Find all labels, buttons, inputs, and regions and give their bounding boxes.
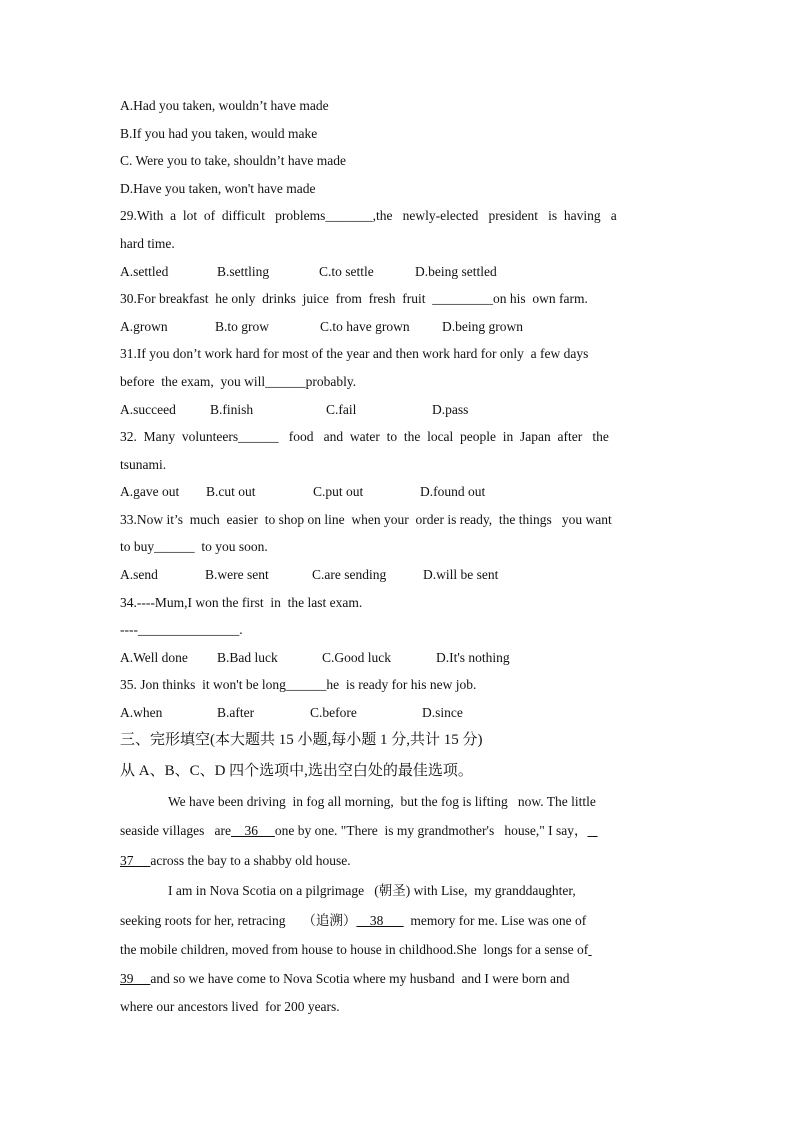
passage-text: and so we have come to Nova Scotia where my husband and I were born and	[150, 971, 570, 986]
q29-option-a: A.settled	[120, 264, 169, 279]
q35-option-d: D.since	[422, 705, 463, 720]
q35-option-a: A.when	[120, 705, 163, 720]
q33-option-b: B.were sent	[205, 567, 269, 582]
q30-option-d: D.being grown	[442, 319, 523, 334]
q30-option-b: B.to grow	[215, 319, 269, 334]
q30-stem-line1: 30.For breakfast he only drinks juice from fresh fruit _________on his own farm.	[120, 291, 588, 306]
q30-option-a: A.grown	[120, 319, 168, 334]
q29-option-b: B.settling	[217, 264, 270, 279]
q32-option-a: A.gave out	[120, 484, 180, 499]
q32-stem-line2: tsunami.	[120, 457, 167, 472]
q35-option-b: B.after	[217, 705, 255, 720]
q33-stem-line2: to buy______ to you soon.	[120, 539, 268, 554]
passage-p1-line2	[120, 822, 675, 840]
q34-option-a: A.Well done	[120, 650, 188, 665]
passage-p2-line4	[120, 970, 675, 988]
q35-stem-line1: 35. Jon thinks it won't be long______he is ready for his new job.	[120, 677, 477, 692]
passage-text: across the bay to a shabby old house.	[150, 853, 351, 868]
blank-37: 37	[120, 853, 151, 868]
q29-stem-line1: 29.With a lot of difficult problems_______,the newly-elected president is having a	[120, 208, 617, 223]
passage-p1-line3	[120, 852, 675, 870]
q29-option-d: D.being settled	[415, 264, 497, 279]
blank-39: 39	[120, 971, 151, 986]
passage-p2-line3	[120, 941, 675, 959]
q31-stem-line1: 31.If you don’t work hard for most of the year and then work hard for only a few days	[120, 346, 589, 361]
q29-options	[120, 263, 675, 281]
passage-text: the mobile children, moved from house to house in childhood.She longs for a sense of	[120, 942, 589, 957]
q33-option-d: D.will be sent	[423, 567, 499, 582]
q31-option-b: B.finish	[210, 402, 254, 417]
blank-38: 38	[356, 913, 404, 928]
section-3-instruction: 从 A、B、C、D 四个选项中,选出空白处的最佳选项。	[120, 763, 473, 779]
passage-text: memory for me. Lise was one of	[403, 913, 587, 928]
q30-option-c: C.to have grown	[320, 319, 410, 334]
blank-37-lead	[587, 823, 597, 838]
q33-option-a: A.send	[120, 567, 158, 582]
q34-option-c: C.Good luck	[322, 650, 391, 665]
q34-option-d: D.It's nothing	[436, 650, 510, 665]
blank-36: 36	[230, 823, 275, 838]
blank-39-lead	[588, 942, 591, 957]
q33-stem-line1: 33.Now it’s much easier to shop on line when your order is ready, the things you want	[120, 512, 612, 527]
q28-option-a: A.Had you taken, wouldn’t have made	[120, 98, 329, 113]
q28-option-c: C. Were you to take, shouldn’t have made	[120, 153, 346, 168]
passage-text: seaside villages are	[120, 823, 231, 838]
q31-option-c: C.fail	[326, 402, 357, 417]
passage-p2-line5: where our ancestors lived for 200 years.	[120, 999, 340, 1014]
q34-options	[120, 649, 675, 667]
q32-options	[120, 483, 675, 501]
q32-option-c: C.put out	[313, 484, 364, 499]
passage-text: one by one. "There is my grandmother's house," I say，	[274, 823, 588, 838]
passage-p2-line1: I am in Nova Scotia on a pilgrimage (朝圣) with Lise, my granddaughter,	[168, 883, 576, 898]
q31-options	[120, 401, 675, 419]
q31-stem-line2: before the exam, you will______probably.	[120, 374, 357, 389]
q28-option-b: B.If you had you taken, would make	[120, 126, 318, 141]
passage-text: seeking roots for her, retracing （追溯）	[120, 913, 357, 928]
q33-options	[120, 566, 675, 584]
q35-options	[120, 704, 675, 722]
q28-option-d: D.Have you taken, won't have made	[120, 181, 316, 196]
q34-stem-line1: 34.----Mum,I won the first in the last exam.	[120, 595, 363, 610]
q32-option-d: D.found out	[420, 484, 486, 499]
q30-options	[120, 318, 675, 336]
q31-option-a: A.succeed	[120, 402, 176, 417]
q35-option-c: C.before	[310, 705, 357, 720]
q31-option-d: D.pass	[432, 402, 469, 417]
q29-stem-line2: hard time.	[120, 236, 175, 251]
q33-option-c: C.are sending	[312, 567, 387, 582]
section-3-title: 三、完形填空(本大题共 15 小题,每小题 1 分,共计 15 分)	[120, 732, 483, 748]
q29-option-c: C.to settle	[319, 264, 374, 279]
q32-option-b: B.cut out	[206, 484, 256, 499]
q34-option-b: B.Bad luck	[217, 650, 278, 665]
passage-p1-line1: We have been driving in fog all morning, but the fog is lifting now. The little	[168, 794, 596, 809]
passage-p2-line2	[120, 912, 675, 930]
q32-stem-line1: 32. Many volunteers______ food and water to the local people in Japan after the	[120, 429, 609, 444]
q34-stem-line2: ----_______________.	[120, 622, 243, 637]
